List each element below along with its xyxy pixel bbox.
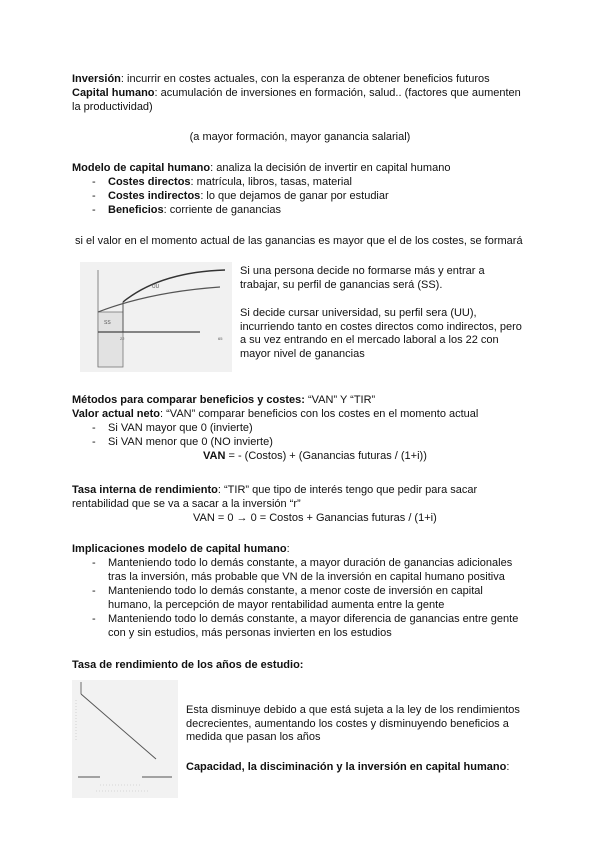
formacion-note: (a mayor formación, mayor ganancia salarial) [189, 131, 411, 143]
figure1-text-ss: Si una persona decide no formarse más y entrar a trabajar, su perfil de ganancias será (SS). [240, 265, 485, 291]
modelo-heading: Modelo de capital humano: analiza la decisión de invertir en capital humano [72, 162, 451, 174]
capital-humano-definition: Capital humano: acumulación de inversiones en formación, salud.. (factores que aumenten [72, 87, 521, 99]
svg-text:UU: UU [152, 284, 160, 290]
list-item: Costes indirectos: lo que dejamos de ganar por estudiar [108, 190, 389, 202]
inversion-term: Inversión [72, 73, 121, 85]
list-item: Manteniendo todo lo demás constante, a menor coste de inversión en capital humano, la percepción de mayor rentabilidad aumenta entre la gente [108, 585, 483, 611]
rate-of-return-figure [72, 680, 178, 798]
list-item: Si VAN menor que 0 (NO invierte) [108, 436, 273, 448]
capital-humano-term: Capital humano [72, 87, 155, 99]
list-item: Beneficios: corriente de ganancias [108, 204, 282, 216]
capital-humano-definition-cont: la productividad) [72, 101, 153, 113]
svg-text:SS: SS [104, 320, 111, 326]
tir-definition: Tasa interna de rendimiento: “TIR” que tipo de interés tengo que pedir para sacar [72, 484, 478, 496]
list-item: Manteniendo todo lo demás constante, a mayor duración de ganancias adicionales tras la inversión, más probable que VN de la inversión en capital humano positiva [108, 557, 513, 583]
tir-formula: VAN = 0 → 0 = Costos + Ganancias futuras / (1+i) [193, 512, 437, 524]
inversion-definition: Inversión: incurrir en costes actuales, con la esperanza de obtener beneficios futuros [72, 73, 490, 85]
van-formula: VAN = - (Costos) + (Ganancias futuras / (1+i)) [203, 450, 427, 462]
capacidad-heading: Capacidad, la disciminación y la inversión en capital humano: [186, 761, 510, 773]
earnings-profile-chart-icon [80, 262, 232, 372]
metodos-heading: Métodos para comparar beneficios y costes: “VAN” Y “TIR” [72, 394, 376, 406]
rate-of-return-chart-icon [72, 680, 178, 798]
tasa-heading: Tasa de rendimiento de los años de estudio: [72, 659, 304, 671]
list-item: Manteniendo todo lo demás constante, a mayor diferencia de ganancias entre gente con y sin estudios, más personas invierten en los estudios [108, 613, 519, 639]
implicaciones-heading: Implicaciones modelo de capital humano: [72, 543, 290, 555]
list-item: Costes directos: matrícula, libros, tasas, material [108, 176, 352, 188]
tasa-explanation: Esta disminuye debido a que está sujeta a la ley de los rendimientos decrecientes, aumentando los costes y disminuyendo beneficios a medida que pasan los años [186, 704, 520, 743]
van-definition: Valor actual neto: “VAN” comparar beneficios con los costes en el momento actual [72, 408, 479, 420]
modelo-conclusion: si el valor en el momento actual de las ganancias es mayor que el de los costes, se formará [75, 235, 523, 247]
list-item: Si VAN mayor que 0 (invierte) [108, 422, 253, 434]
earnings-profile-figure [80, 262, 232, 372]
svg-text:22: 22 [120, 336, 125, 341]
figure1-text-uu: Si decide cursar universidad, su perfil sera (UU), incurriendo tanto en costes directos como indirectos, pero a su vez entrando en el mercado laboral a los 22 con mayor nivel de ganancias [240, 307, 522, 360]
svg-text:65: 65 [218, 336, 223, 341]
tir-definition-cont: rentabilidad que se va a sacar a la inversión “r” [72, 498, 301, 510]
